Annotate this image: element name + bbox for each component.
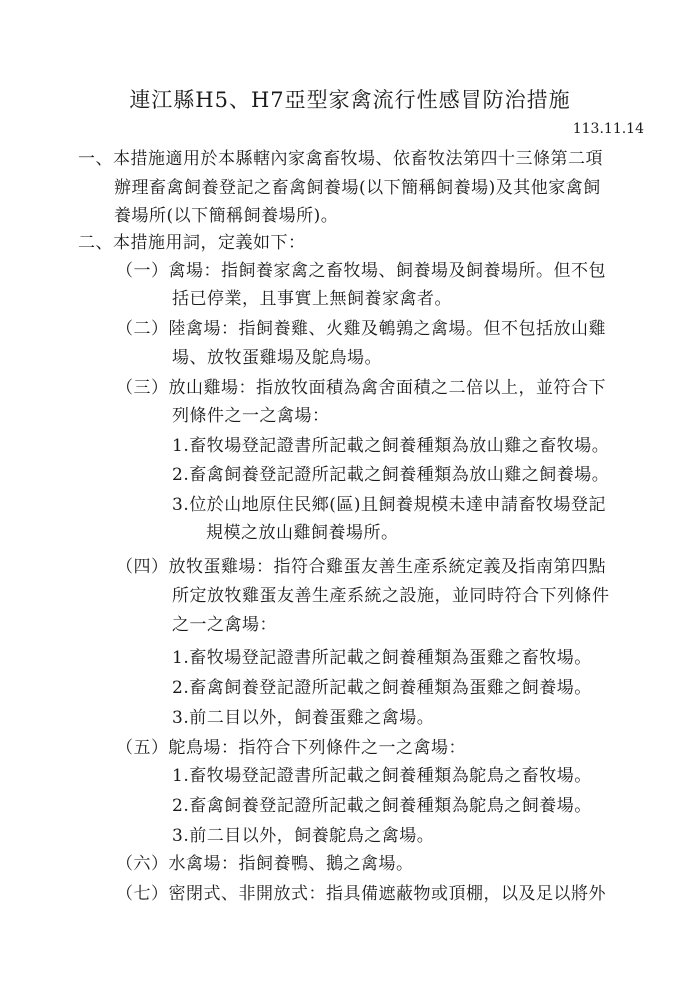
text-line: 所定放牧雞蛋友善生產系統之設施，並同時符合下列條件 bbox=[172, 586, 610, 606]
text-line: 3.前二目以外，飼養鴕鳥之禽場。 bbox=[172, 826, 435, 846]
text-line: （一）禽場：指飼養家禽之畜牧場、飼養場及飼養場所。但不包 bbox=[116, 261, 606, 281]
document-date: 113.11.14 bbox=[572, 121, 644, 137]
text-line: 2.畜禽飼養登記證所記載之飼養種類為鴕鳥之飼養場。 bbox=[172, 796, 592, 816]
text-line: （二）陸禽場：指飼養雞、火雞及鵪鶉之禽場。但不包括放山雞 bbox=[116, 319, 606, 339]
text-line: 規模之放山雞飼養場所。 bbox=[206, 523, 399, 543]
text-line: 括已停業，且事實上無飼養家禽者。 bbox=[172, 289, 452, 309]
text-line: 1.畜牧場登記證書所記載之飼養種類為鴕鳥之畜牧場。 bbox=[172, 766, 592, 786]
text-line: 二、本措施用詞，定義如下： bbox=[78, 233, 306, 253]
text-line: （七）密閉式、非開放式：指具備遮蔽物或頂棚，以及足以將外 bbox=[116, 884, 606, 904]
text-line: 1.畜牧場登記證書所記載之飼養種類為蛋雞之畜牧場。 bbox=[172, 648, 592, 668]
text-line: 一、本措施適用於本縣轄內家禽畜牧場、依畜牧法第四十三條第二項 bbox=[78, 149, 603, 169]
document-title: 連江縣H5、H7亞型家禽流行性感冒防治措施 bbox=[129, 88, 571, 112]
text-line: 2.畜禽飼養登記證所記載之飼養種類為蛋雞之飼養場。 bbox=[172, 678, 592, 698]
text-line: （四）放牧蛋雞場：指符合雞蛋友善生產系統定義及指南第四點 bbox=[116, 557, 606, 577]
text-line: 1.畜牧場登記證書所記載之飼養種類為放山雞之畜牧場。 bbox=[172, 436, 610, 456]
text-line: （六）水禽場：指飼養鴨、鵝之禽場。 bbox=[116, 854, 414, 874]
text-line: 3.前二目以外，飼養蛋雞之禽場。 bbox=[172, 708, 435, 728]
text-line: 場、放牧蛋雞場及鴕鳥場。 bbox=[172, 348, 382, 368]
text-line: 2.畜禽飼養登記證所記載之飼養種類為放山雞之飼養場。 bbox=[172, 465, 610, 485]
text-line: 辦理畜禽飼養登記之畜禽飼養場(以下簡稱飼養場)及其他家禽飼 bbox=[114, 178, 601, 198]
text-line: （三）放山雞場：指放牧面積為禽舍面積之二倍以上，並符合下 bbox=[116, 378, 606, 398]
text-line: 之一之禽場： bbox=[172, 615, 277, 635]
text-line: 列條件之一之禽場： bbox=[172, 406, 330, 426]
text-line: 養場所(以下簡稱飼養場所)。 bbox=[114, 206, 339, 226]
text-line: 3.位於山地原住民鄉(區)且飼養規模未達申請畜牧場登記 bbox=[172, 495, 606, 515]
text-line: （五）鴕鳥場：指符合下列條件之一之禽場： bbox=[116, 738, 466, 758]
